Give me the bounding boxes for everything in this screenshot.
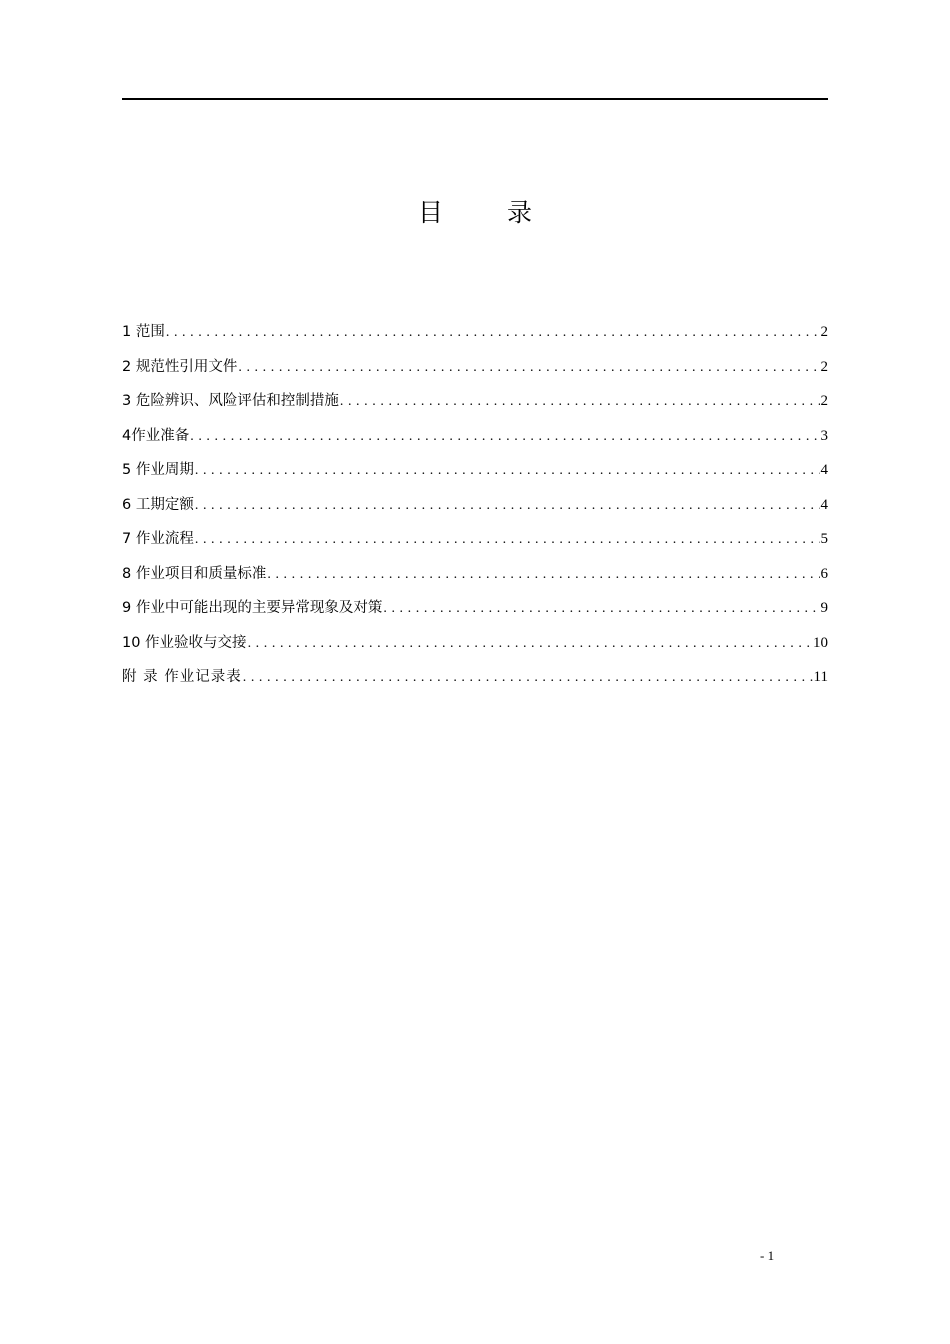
toc-entry-label: 10 作业验收与交接 — [122, 634, 247, 651]
toc-entry-page: 3 — [820, 427, 828, 444]
toc-leader-dots — [267, 567, 819, 583]
toc-entry-page: 6 — [820, 565, 828, 582]
toc-leader-dots — [340, 394, 820, 410]
toc-entry-label: 5 作业周期 — [122, 462, 194, 478]
toc-entry-page: 11 — [813, 669, 828, 685]
toc-entry-page: 9 — [820, 600, 828, 616]
toc-entry-page: 2 — [820, 393, 828, 409]
toc-entry-label: 3 危险辨识、风险评估和控制措施 — [122, 393, 339, 409]
toc-leader-dots — [190, 429, 819, 445]
toc-entry-6[interactable] — [122, 493, 828, 528]
toc-entry-9[interactable] — [122, 596, 828, 631]
toc-leader-dots — [243, 670, 813, 686]
toc-entry-label: 9 作业中可能出现的主要异常现象及对策 — [122, 600, 383, 616]
toc-entry-label: 1 范围 — [122, 324, 165, 340]
toc-entry-2[interactable] — [122, 355, 828, 390]
toc-leader-dots — [166, 325, 820, 341]
toc-entry-10[interactable] — [122, 631, 828, 666]
toc-entry-label: 附 录 作业记录表 — [122, 669, 242, 685]
toc-leader-dots — [248, 636, 812, 652]
toc-leader-dots — [195, 532, 820, 548]
toc-leader-dots — [383, 601, 819, 617]
toc-entry-page: 4 — [820, 462, 828, 478]
toc-entry-7[interactable] — [122, 527, 828, 562]
footer-page-number: - 1 — [760, 1248, 775, 1263]
toc-entry-4[interactable] — [122, 424, 828, 459]
toc-entry-label: 4作业准备 — [122, 427, 190, 444]
toc-entry-label: 7 作业流程 — [122, 531, 194, 547]
toc-entry-8[interactable] — [122, 562, 828, 597]
toc-entry-3[interactable] — [122, 389, 828, 424]
toc-leader-dots — [195, 498, 820, 514]
toc-entry-5[interactable] — [122, 458, 828, 493]
toc-leader-dots — [195, 463, 820, 479]
toc-title: 目录 — [417, 198, 596, 227]
toc-entry-appendix[interactable] — [122, 665, 828, 700]
toc-leader-dots — [238, 360, 819, 376]
header-rule — [122, 98, 828, 100]
toc-entry-1[interactable] — [122, 320, 828, 355]
toc-entry-page: 4 — [820, 496, 828, 513]
toc-entry-label: 6 工期定额 — [122, 496, 194, 513]
toc-entry-page: 2 — [820, 324, 828, 340]
toc-entry-label: 2 规范性引用文件 — [122, 358, 238, 375]
toc-list — [122, 320, 828, 700]
toc-entry-label: 8 作业项目和质量标准 — [122, 565, 267, 582]
toc-entry-page: 5 — [820, 531, 828, 547]
toc-entry-page: 2 — [820, 358, 828, 375]
toc-entry-page: 10 — [813, 634, 828, 651]
